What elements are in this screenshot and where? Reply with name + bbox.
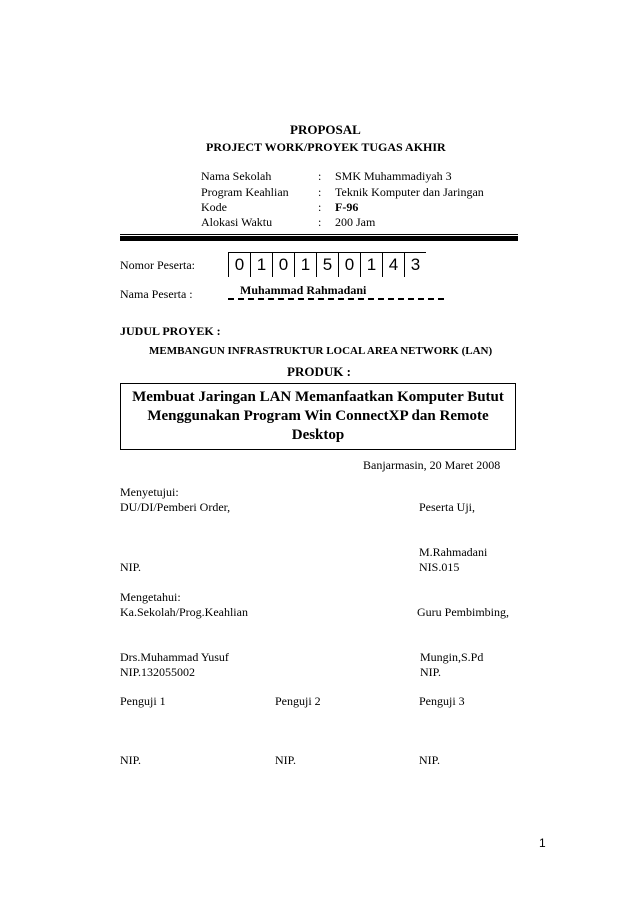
product-line: Membuat Jaringan LAN Memanfaatkan Komputer Butut — [132, 389, 504, 405]
info-label: Nama Sekolah — [201, 169, 272, 183]
info-sep: : — [318, 185, 322, 199]
participant-name-value: Muhammad Rahmadani — [240, 283, 367, 297]
info-value: Teknik Komputer dan Jaringan — [335, 185, 484, 199]
info-value: 200 Jam — [335, 215, 376, 229]
approved-label: Menyetujui: — [120, 485, 179, 499]
digit-box: 0 — [272, 253, 294, 277]
digit-box: 1 — [360, 253, 382, 277]
product-label: PRODUK : — [287, 364, 351, 379]
examiner-2-role: Penguji 2 — [275, 694, 321, 708]
digit-box: 1 — [250, 253, 272, 277]
product-line: Desktop — [291, 427, 345, 443]
participant-name-label: Nama Peserta : — [120, 287, 193, 301]
mentor-role: Guru Pembimbing, — [417, 605, 509, 619]
document-title: PROPOSAL — [290, 122, 361, 137]
info-sep: : — [318, 215, 322, 229]
examiner-3-nip: NIP. — [419, 753, 441, 767]
project-title-value: MEMBANGUN INFRASTRUKTUR LOCAL AREA NETWORK (LAN) — [149, 345, 493, 357]
examinee-nis: NIS.015 — [419, 560, 460, 574]
examiner-1-role: Penguji 1 — [120, 694, 166, 708]
product-line: Menggunakan Program Win ConnectXP dan Remote — [147, 408, 489, 424]
head-role: Ka.Sekolah/Prog.Keahlian — [120, 605, 248, 619]
digit-box: 1 — [294, 253, 316, 277]
digit-box: 5 — [316, 253, 338, 277]
digit-box: 3 — [404, 253, 426, 277]
head-nip: NIP.132055002 — [120, 665, 196, 679]
mentor-nip: NIP. — [420, 665, 442, 679]
thin-divider — [120, 234, 518, 235]
examinee-role: Peserta Uji, — [419, 500, 475, 514]
examinee-name: M.Rahmadani — [419, 545, 488, 559]
info-label: Kode — [201, 200, 227, 214]
place-date: Banjarmasin, 20 Maret 2008 — [363, 458, 501, 472]
info-sep: : — [318, 169, 322, 183]
digit-box: 0 — [228, 253, 250, 277]
page-number: 1 — [539, 836, 546, 850]
participant-number-boxes — [228, 252, 426, 277]
document-subtitle: PROJECT WORK/PROYEK TUGAS AKHIR — [206, 140, 446, 154]
participant-number-label: Nomor Peserta: — [120, 258, 195, 272]
info-label: Alokasi Waktu — [201, 215, 273, 229]
digit-box: 0 — [338, 253, 360, 277]
head-name: Drs.Muhammad Yusuf — [120, 650, 229, 664]
examiner-1-nip: NIP. — [120, 753, 142, 767]
info-label: Program Keahlian — [201, 185, 289, 199]
thick-divider — [120, 236, 518, 241]
project-title-label: JUDUL PROYEK : — [120, 324, 221, 338]
acknowledge-label: Mengetahui: — [120, 590, 181, 604]
examiner-3-role: Penguji 3 — [419, 694, 465, 708]
mentor-name: Mungin,S.Pd — [420, 650, 484, 664]
info-sep: : — [318, 200, 322, 214]
approver-nip: NIP. — [120, 560, 142, 574]
digit-box: 4 — [382, 253, 404, 277]
approver-role: DU/DI/Pemberi Order, — [120, 500, 231, 514]
product-box — [120, 383, 516, 450]
examiner-2-nip: NIP. — [275, 753, 297, 767]
info-value: SMK Muhammadiyah 3 — [335, 169, 452, 183]
name-dashed-line — [228, 298, 444, 300]
info-value-code: F-96 — [335, 200, 359, 214]
